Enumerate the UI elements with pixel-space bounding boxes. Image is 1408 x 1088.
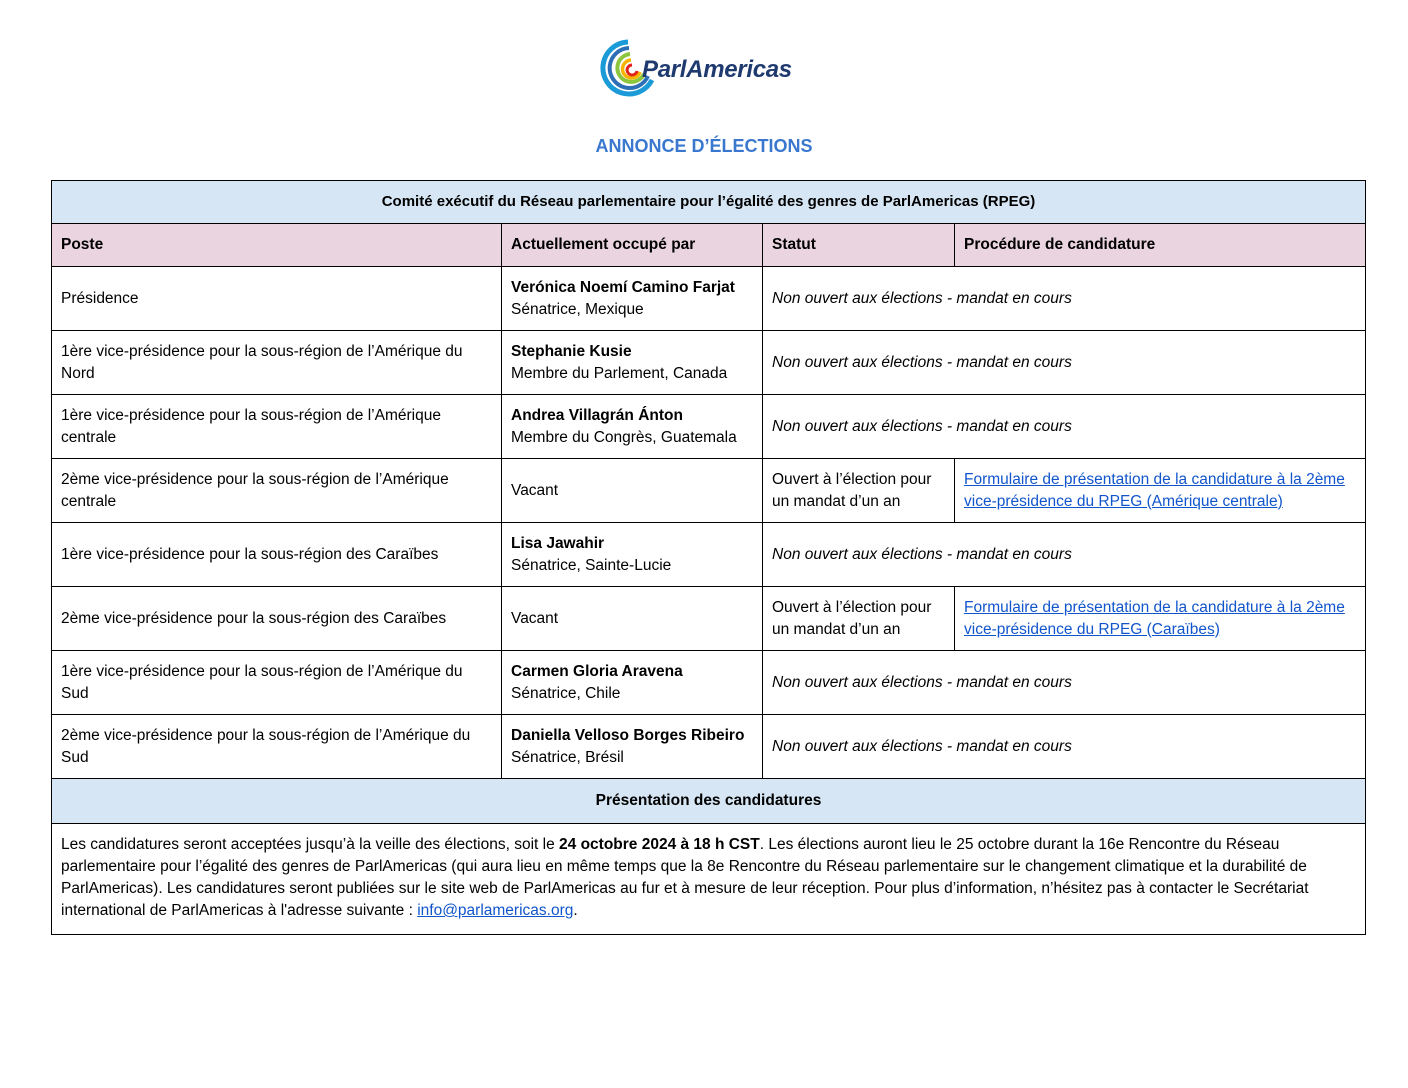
occupant-role: Sénatrice, Sainte-Lucie <box>511 556 672 574</box>
status-cell: Non ouvert aux élections - mandat en cours <box>763 267 1366 331</box>
occupant-name: Andrea Villagrán Ánton <box>511 406 683 424</box>
status-cell: Ouvert à l’élection pour un mandat d’un an <box>763 587 955 651</box>
header-occupant: Actuellement occupé par <box>502 224 763 267</box>
table-row <box>52 715 1366 779</box>
table-row <box>52 331 1366 395</box>
table-row <box>52 523 1366 587</box>
poste-cell: Présidence <box>52 267 502 331</box>
occupant-cell: Vacant <box>502 459 763 523</box>
status-cell: Non ouvert aux élections - mandat en cours <box>763 715 1366 779</box>
status-cell: Ouvert à l’élection pour un mandat d’un an <box>763 459 955 523</box>
poste-cell: 2ème vice-présidence pour la sous-région des Caraïbes <box>52 587 502 651</box>
occupant-role: Sénatrice, Mexique <box>511 300 644 318</box>
poste-cell: 2ème vice-présidence pour la sous-région de l’Amérique centrale <box>52 459 502 523</box>
table-row <box>52 587 1366 651</box>
occupant-cell <box>502 715 763 779</box>
status-cell: Non ouvert aux élections - mandat en cours <box>763 523 1366 587</box>
poste-cell: 1ère vice-présidence pour la sous-région des Caraïbes <box>52 523 502 587</box>
occupant-name: Lisa Jawahir <box>511 534 605 552</box>
submission-text-1: Les candidatures seront acceptées jusqu’à la veille des élections, soit le <box>61 836 560 853</box>
procedure-cell <box>955 459 1366 523</box>
table-row <box>52 459 1366 523</box>
occupant-cell <box>502 395 763 459</box>
occupant-role: Sénatrice, Chile <box>511 684 621 702</box>
header-procedure: Procédure de candidature <box>955 224 1366 267</box>
occupant-name: Carmen Gloria Aravena <box>511 662 683 680</box>
poste-cell: 1ère vice-présidence pour la sous-région de l’Amérique centrale <box>52 395 502 459</box>
status-cell: Non ouvert aux élections - mandat en cours <box>763 651 1366 715</box>
candidature-form-link[interactable]: Formulaire de présentation de la candidature à la 2ème vice-présidence du RPEG (Amérique centrale) <box>964 470 1345 510</box>
occupant-cell <box>502 331 763 395</box>
occupant-cell: Vacant <box>502 587 763 651</box>
occupant-role: Membre du Parlement, Canada <box>511 364 728 382</box>
table-caption: Comité exécutif du Réseau parlementaire pour l’égalité des genres de ParlAmericas (RPEG) <box>52 181 1366 224</box>
occupant-role: Membre du Congrès, Guatemala <box>511 428 737 446</box>
table-header-row <box>52 224 1366 267</box>
contact-email-link[interactable]: info@parlamericas.org <box>417 902 574 919</box>
occupant-cell <box>502 267 763 331</box>
poste-cell: 1ère vice-présidence pour la sous-région de l’Amérique du Nord <box>52 331 502 395</box>
status-cell: Non ouvert aux élections - mandat en cours <box>763 395 1366 459</box>
table-row <box>52 651 1366 715</box>
occupant-name: Stephanie Kusie <box>511 342 632 360</box>
submission-header: Présentation des candidatures <box>52 779 1366 824</box>
header-poste: Poste <box>52 224 502 267</box>
occupant-cell <box>502 651 763 715</box>
candidature-form-link[interactable]: Formulaire de présentation de la candidature à la 2ème vice-présidence du RPEG (Caraïbes) <box>964 598 1345 638</box>
occupant-cell <box>502 523 763 587</box>
document-title: ANNONCE D’ÉLECTIONS <box>595 136 813 156</box>
header-statut: Statut <box>763 224 955 267</box>
submission-paragraph <box>52 824 1366 935</box>
table-row <box>52 395 1366 459</box>
logo-wordmark: ParlAmericas <box>642 56 792 83</box>
parlamericas-logo <box>598 36 813 100</box>
submission-text-end: . <box>573 902 578 919</box>
submission-text-2: . Les élections auront lieu le 25 octobre durant la 16e Rencontre du Réseau parlementaire pour l’égalité des genres de ParlAmericas (qui aura lieu en même temps que la 8e Rencontre du Réseau parlementaire sur le changement climatique et la durabilité de ParlAmericas). Les candidatures seront publiées sur le site web de ParlAmericas au fur et à mesure de leur réception. Pour plus d’information, n’hésitez pas à contacter le Secrétariat international de ParlAmericas à l'adresse suivante : <box>61 836 1309 919</box>
status-cell: Non ouvert aux élections - mandat en cours <box>763 331 1366 395</box>
table-row <box>52 267 1366 331</box>
occupant-name: Verónica Noemí Camino Farjat <box>511 278 735 296</box>
occupant-role: Sénatrice, Brésil <box>511 748 624 766</box>
poste-cell: 1ère vice-présidence pour la sous-région de l’Amérique du Sud <box>52 651 502 715</box>
procedure-cell <box>955 587 1366 651</box>
occupant-name: Daniella Velloso Borges Ribeiro <box>511 726 745 744</box>
elections-table <box>51 180 1366 935</box>
poste-cell: 2ème vice-présidence pour la sous-région de l’Amérique du Sud <box>52 715 502 779</box>
submission-deadline: 24 octobre 2024 à 18 h CST <box>559 836 760 853</box>
